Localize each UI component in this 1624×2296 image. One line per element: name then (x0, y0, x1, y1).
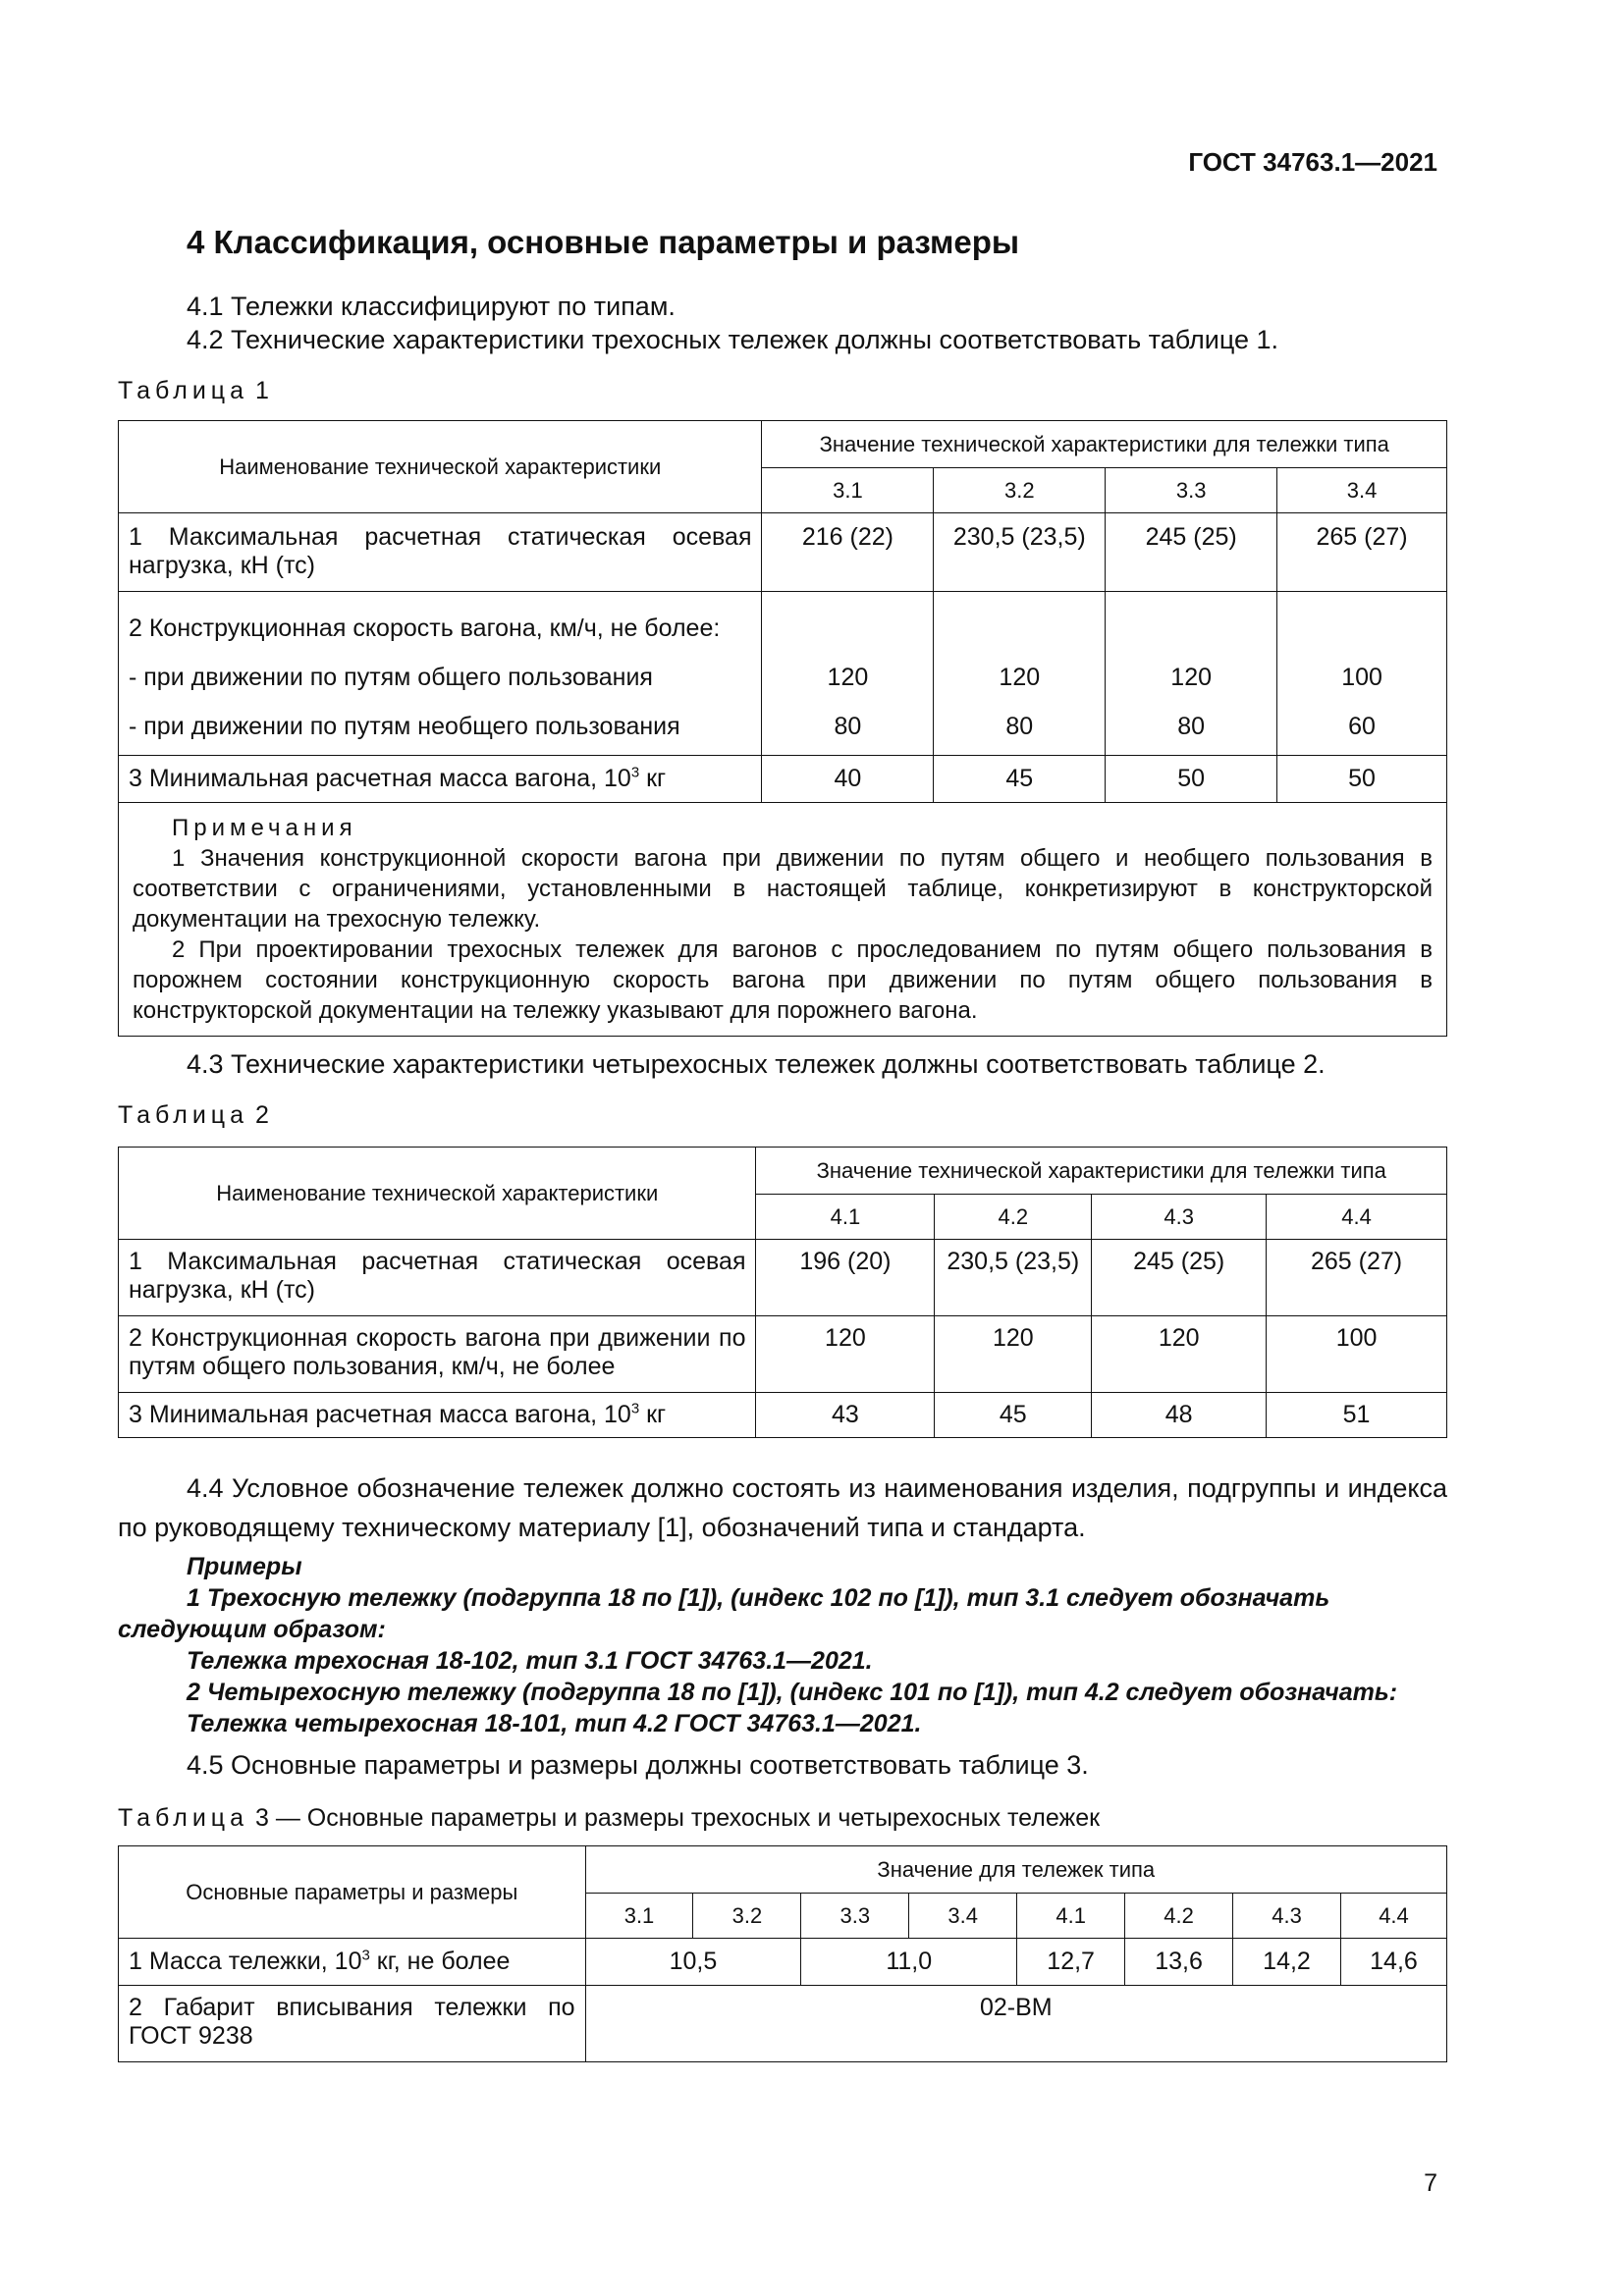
table2-type-header: 4.1 (756, 1195, 935, 1240)
table2-caption: Таблица 2 (118, 1101, 274, 1129)
table2-cell: 230,5 (23,5) (935, 1240, 1092, 1316)
table1-cell: 216 (22) (762, 513, 934, 592)
paragraph-4-4: 4.4 Условное обозначение тележек должно состоять из наименования изделия, подгруппы и индекса по руководящему техническому материалу [1], обозначений типа и стандарта. (118, 1473, 1447, 1542)
table2-type-header: 4.4 (1267, 1195, 1447, 1240)
table2-cell: 45 (935, 1393, 1092, 1438)
table1-cell: 100 60 (1277, 592, 1447, 756)
table3-row1-name: 1 Масса тележки, $10^3$ кг, не более (119, 1939, 586, 1986)
table2-cell: 48 (1092, 1393, 1267, 1438)
table2-col-values-header: Значение технической характеристики для тележки типа (756, 1148, 1447, 1195)
table2-cell: 245 (25) (1092, 1240, 1267, 1316)
example-1-value: Тележка трехосная 18-102, тип 3.1 ГОСТ 34763.1—2021. (187, 1647, 873, 1675)
note-1: 1 Значения конструкционной скорости вагона при движении по путям общего и необщего пользования в соответствии с ограничениями, установленными в настоящей таблице, конкретизируют в конструкторской документации на трехосную тележку. (133, 845, 1433, 933)
table2-col-name-header: Наименование технической характеристики (119, 1148, 756, 1240)
table1-cell: 50 (1106, 756, 1277, 803)
table2-row3-name: 3 Минимальная расчетная масса вагона, $10^3$ кг (119, 1393, 756, 1438)
table3-caption: Таблица 3 — Основные параметры и размеры трехосных и четырехосных тележек (118, 1804, 1101, 1832)
standard-code: ГОСТ 34763.1—2021 (1188, 147, 1437, 177)
table1-row3-name: 3 Минимальная расчетная масса вагона, $10^3$ кг (119, 756, 762, 803)
table1-col-values-header: Значение технической характеристики для тележки типа (762, 421, 1447, 468)
table3-cell: 14,2 (1233, 1939, 1341, 1986)
table3-cell: 13,6 (1125, 1939, 1233, 1986)
table1-type-header: 3.3 (1106, 468, 1277, 513)
table-1 (118, 420, 1447, 1037)
table-2 (118, 1147, 1447, 1438)
table2-row2-name: 2 Конструкционная скорость вагона при движении по путям общего пользования, км/ч, не более (119, 1316, 756, 1393)
table2-row1-name: 1 Максимальная расчетная статическая осевая нагрузка, кН (тс) (119, 1240, 756, 1316)
table3-cell: 14,6 (1340, 1939, 1446, 1986)
table1-col-name-header: Наименование технической характеристики (119, 421, 762, 513)
table2-cell: 120 (935, 1316, 1092, 1393)
table2-type-header: 4.2 (935, 1195, 1092, 1240)
table1-caption: Таблица 1 (118, 377, 274, 404)
example-1: 1 Трехосную тележку (подгруппа 18 по [1]), (индекс 102 по [1]), тип 3.1 следует обозначать следующим образом: (118, 1584, 1330, 1643)
table3-cell: 10,5 (585, 1939, 801, 1986)
table2-cell: 196 (20) (756, 1240, 935, 1316)
table3-cell: 12,7 (1017, 1939, 1125, 1986)
table3-type-header: 3.1 (585, 1894, 693, 1939)
table2-cell: 120 (1092, 1316, 1267, 1393)
table2-cell: 265 (27) (1267, 1240, 1447, 1316)
table2-cell: 120 (756, 1316, 935, 1393)
table3-type-header: 4.4 (1340, 1894, 1446, 1939)
table3-row2-name: 2 Габарит вписывания тележки по ГОСТ 9238 (119, 1986, 586, 2062)
table1-row1-name: 1 Максимальная расчетная статическая осевая нагрузка, кН (тс) (119, 513, 762, 592)
table3-type-header: 3.3 (801, 1894, 909, 1939)
paragraph-4-5: 4.5 Основные параметры и размеры должны соответствовать таблице 3. (187, 1750, 1089, 1780)
examples-title: Примеры (187, 1553, 302, 1580)
table3-col-name-header: Основные параметры и размеры (119, 1846, 586, 1939)
example-2: 2 Четырехосную тележку (подгруппа 18 по [1]), (индекс 101 по [1]), тип 4.2 следует обозначать: (187, 1679, 1398, 1706)
paragraph-4-2: 4.2 Технические характеристики трехосных тележек должны соответствовать таблице 1. (187, 325, 1279, 354)
page-number: 7 (1424, 2169, 1437, 2197)
note-2: 2 При проектировании трехосных тележек для вагонов с проследованием по путям общего пользования в порожнем состоянии конструкционную скорость вагона при движении по путям общего пользования в конструкторской документации на тележку указывают для порожнего вагона. (133, 936, 1433, 1024)
table1-cell: 230,5 (23,5) (934, 513, 1106, 592)
table2-cell: 51 (1267, 1393, 1447, 1438)
table3-type-header: 3.2 (693, 1894, 801, 1939)
table1-row2-name: 2 Конструкционная скорость вагона, км/ч, не более: - при движении по путям общего пользования - при движении по путям необщего пользования (119, 592, 762, 756)
table-3 (118, 1845, 1447, 2062)
table1-notes (119, 803, 1447, 1037)
table1-cell: 265 (27) (1277, 513, 1447, 592)
table1-cell: 120 80 (1106, 592, 1277, 756)
table2-type-header: 4.3 (1092, 1195, 1267, 1240)
examples-block (118, 1551, 1447, 1739)
table2-cell: 43 (756, 1393, 935, 1438)
table1-type-header: 3.2 (934, 468, 1106, 513)
paragraph-4-3: 4.3 Технические характеристики четырехосных тележек должны соответствовать таблице 2. (187, 1049, 1326, 1079)
table1-cell: 40 (762, 756, 934, 803)
table3-col-values-header: Значение для тележек типа (585, 1846, 1446, 1894)
table3-cell: 02-ВМ (585, 1986, 1446, 2062)
notes-title: Примечания (172, 815, 357, 841)
table1-cell: 45 (934, 756, 1106, 803)
table1-cell: 120 80 (934, 592, 1106, 756)
table3-type-header: 3.4 (909, 1894, 1017, 1939)
table1-type-header: 3.1 (762, 468, 934, 513)
table1-type-header: 3.4 (1277, 468, 1447, 513)
table1-cell: 120 80 (762, 592, 934, 756)
section-title: 4 Классификация, основные параметры и размеры (187, 224, 1020, 260)
table2-cell: 100 (1267, 1316, 1447, 1393)
example-2-value: Тележка четырехосная 18-101, тип 4.2 ГОСТ 34763.1—2021. (187, 1710, 922, 1737)
table1-cell: 50 (1277, 756, 1447, 803)
table3-type-header: 4.2 (1125, 1894, 1233, 1939)
table3-type-header: 4.1 (1017, 1894, 1125, 1939)
table3-type-header: 4.3 (1233, 1894, 1341, 1939)
table1-cell: 245 (25) (1106, 513, 1277, 592)
paragraph-4-1: 4.1 Тележки классифицируют по типам. (187, 292, 676, 321)
table3-cell: 11,0 (801, 1939, 1017, 1986)
